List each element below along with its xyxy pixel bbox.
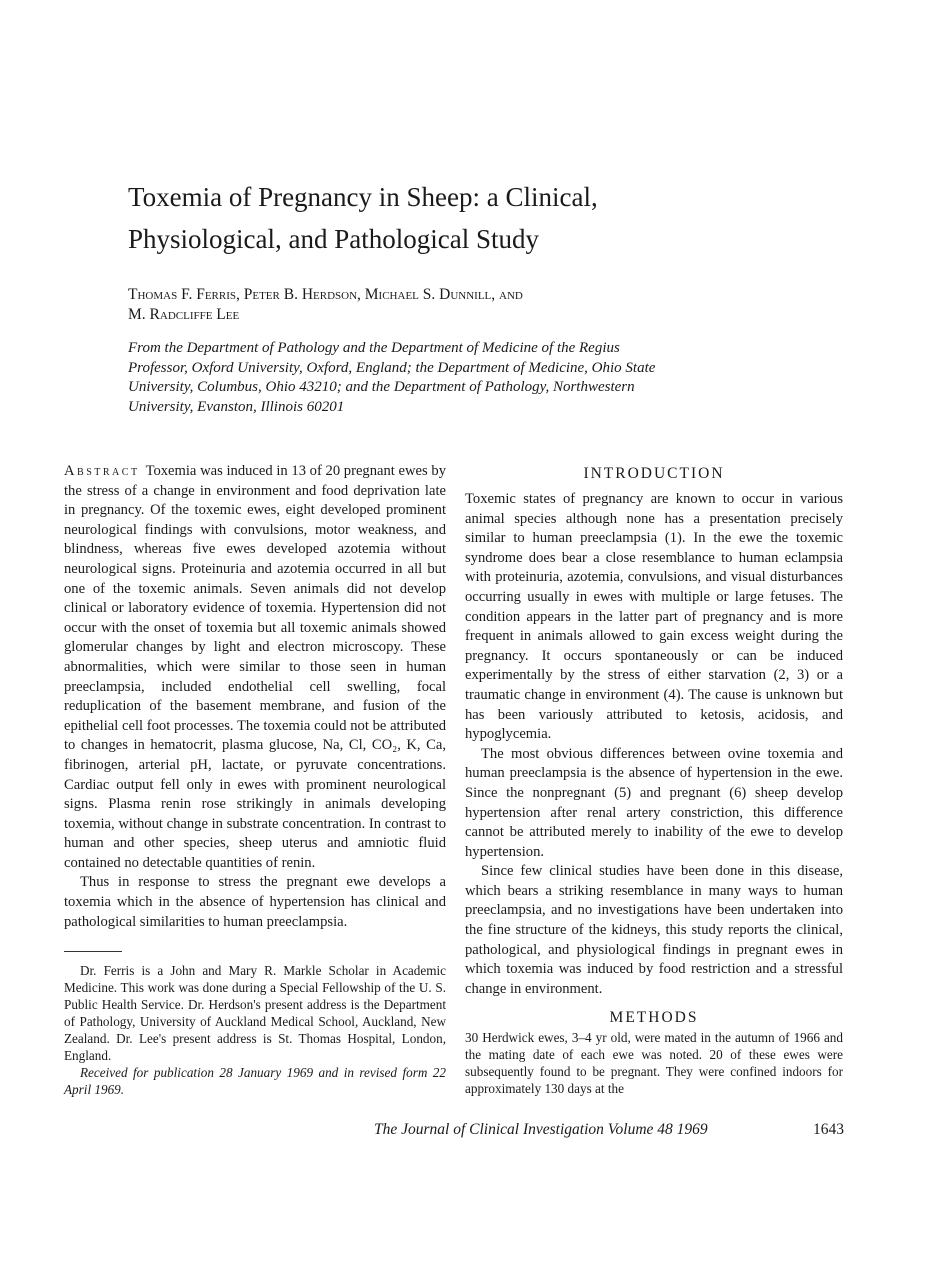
footnote-divider bbox=[64, 951, 122, 952]
affiliation: From the Department of Pathology and the Department of Medicine of the Regius Professor, Oxford University, Oxford, England; the Department of Medicine, Ohio State University, Columbus, Ohio 43210; and the Department of Pathology, Northwestern University, Evanston, Illinois 60201 bbox=[128, 340, 656, 415]
page-footer bbox=[374, 1120, 844, 1140]
footnote-text: Dr. Ferris is a John and Mary R. Markle Scholar in Academic Medicine. This work was done during a Special Fellowship of the U. S. Public Health Service. Dr. Herdson's present address is the Department of Pathology, University of Auckland Medical School, Auckland, New Zealand. Dr. Lee's present address is St. Thomas Hospital, London, England. bbox=[64, 963, 446, 1063]
abstract-text-1: Toxemia was induced in 13 of 20 pregnant ewes by the stress of a change in environment and food deprivation late in pregnancy. Of the toxemic ewes, eight developed prominent neurological findings with convulsions, motor weakness, and blindness, whereas five ewes developed azotemia without neurological signs. Proteinuria and azotemia occurred in all but one of the toxemic animals. Seven animals did not develop clinical or laboratory evidence of toxemia. Hypertension did not occur with the onset of toxemia but all toxemic animals showed glomerular changes by light and electron microscopy. These abnormalities, which were similar to those seen in human preeclampsia, included endothelial cell swelling, focal reduplication of the basement membrane, and fusion of the epithelial cell foot processes. The toxemia could not be attributed to changes in hematocrit, plasma glucose, Na, Cl, CO₂, K, Ca, fibrinogen, arterial pH, lactate, or pyruvate concentrations. Cardiac output fell only in ewes with prominent neurological signs. Plasma renin rose strikingly in animals developing toxemia, without change in substrate concentration. In contrast to human and other species, sheep uterus and amniotic fluid contained no detectable quantities of renin. bbox=[64, 463, 446, 871]
footnote bbox=[64, 963, 446, 1098]
abstract-paragraph-2: Thus in response to stress the pregnant ewe develops a toxemia which in the absence of hypertension has clinical and pathological similarities to human preeclampsia. bbox=[64, 874, 446, 930]
title-line-1: Toxemia of Pregnancy in Sheep: a Clinical, bbox=[128, 182, 598, 212]
authors-line-1: Thomas F. Ferris, Peter B. Herdson, Michael S. Dunnill, and bbox=[128, 286, 523, 303]
journal-name: The Journal of Clinical Investigation bbox=[374, 1121, 604, 1138]
article-title bbox=[128, 176, 688, 260]
title-line-2: Physiological, and Pathological Study bbox=[128, 224, 539, 254]
abstract-paragraph-1 bbox=[64, 462, 446, 873]
methods-heading: METHODS bbox=[609, 1009, 699, 1027]
page-number: 1643 bbox=[813, 1121, 844, 1138]
introduction-paragraph-3: Since few clinical studies have been done in this disease, which bears a striking resemblance in many ways to human preeclampsia, and no investigations have been undertaken into the fine structure of the kidneys, this study reports the clinical, pathological, and physiological findings in pregnant ewes in which toxemia was induced by food restriction and a stressful change in environment. bbox=[465, 863, 843, 997]
right-column bbox=[465, 462, 843, 1098]
left-column bbox=[64, 462, 446, 1099]
introduction-paragraph-1: Toxemic states of pregnancy are known to occur in various animal species although none has a presentation precisely similar to human preeclampsia (1). In the ewe the toxemic syndrome does bear a close resemblance to human eclampsia with proteinuria, azotemia, convulsions, and visual disturbances occurring usually in ewes with multiple or large fetuses. The condition appears in the latter part of pregnancy and is more frequent in animals allowed to gain excess weight during the pregnancy. It occurs spontaneously or can be induced experimentally by the stress of either starvation (2, 3) or a traumatic change in environment (4). The cause is unknown but has been variously attributed to ketosis, acidosis, and hypoglycemia. bbox=[465, 491, 843, 743]
introduction-paragraph-2: The most obvious differences between ovine toxemia and human preeclampsia is the absence of hypertension in the ewe. Since the nonpregnant (5) and pregnant (6) sheep develop hypertension after renal artery constriction, this difference cannot be attributed merely to inability of the ewe to develop hypertension. bbox=[465, 745, 843, 860]
methods-paragraph: 30 Herdwick ewes, 3–4 yr old, were mated in the autumn of 1966 and the mating date of each ewe was noted. 20 of these ewes were subsequently found to be pregnant. They were confined indoors for approximately 130 days at the bbox=[465, 1030, 843, 1097]
journal-volume: Volume 48 bbox=[607, 1121, 673, 1138]
introduction-heading: INTRODUCTION bbox=[583, 465, 725, 482]
authors-line-2: M. Radcliffe Lee bbox=[128, 306, 240, 323]
received-date: Received for publication 28 January 1969 and in revised form 22 April 1969. bbox=[64, 1064, 446, 1097]
abstract-label: Abstract bbox=[64, 463, 140, 479]
author-list bbox=[128, 285, 688, 325]
journal-year: 1969 bbox=[676, 1121, 708, 1138]
